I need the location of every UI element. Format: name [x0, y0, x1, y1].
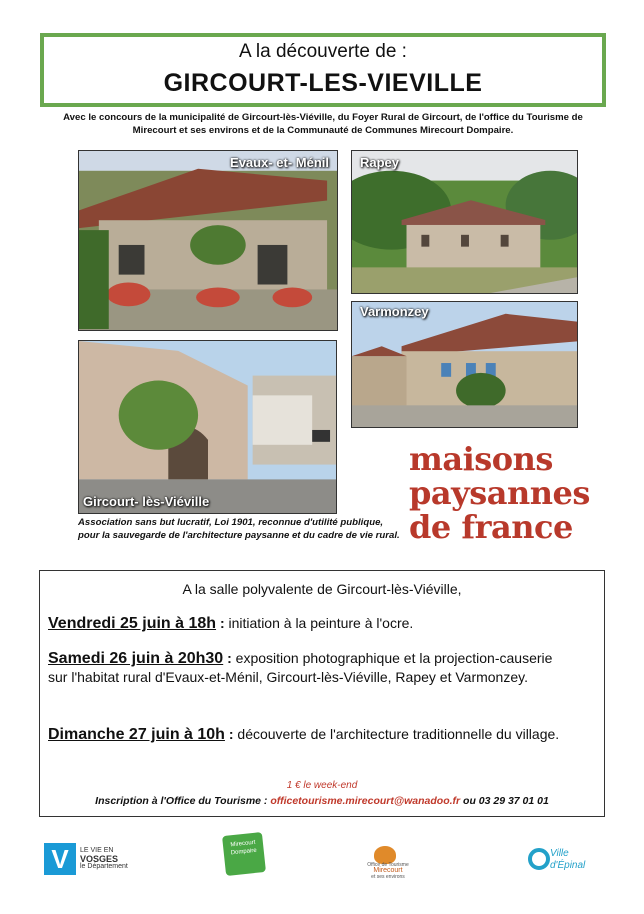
logo-line-1: maisons [409, 440, 553, 478]
logo-line-3: de france [409, 508, 573, 546]
event-day: Samedi 26 juin à 20h30 [48, 650, 224, 667]
inscription-prefix: Inscription à l'Office du Tourisme : [95, 795, 271, 807]
photo-rapey [351, 150, 578, 294]
vosges-line-3: le Département [80, 863, 128, 870]
venue-text: A la salle polyvalente de Gircourt-lès-Viéville, [182, 581, 462, 597]
photo-varmonzey [351, 301, 578, 428]
event-sep: : [224, 726, 238, 742]
association-line-1: Association sans but lucratif, Loi 1901, reconnue d'utilité publique, [78, 517, 384, 528]
photo-label-rapey: Rapey [360, 155, 400, 170]
ot-line-3: et ses environs [371, 874, 405, 880]
event-text: exposition photographique et la projection-causerie sur l'habitat rural d'Evaux-et-Ménil, Gircourt-lès-Viéville, Rapey et Varmonzey. [48, 650, 553, 685]
event-text: découverte de l'architecture traditionnelle du village. [237, 726, 560, 742]
event-text: initiation à la peinture à l'ocre. [228, 615, 414, 631]
title-box [40, 33, 606, 107]
inscription-text [40, 795, 604, 807]
ot-line-1: Office de Tourisme [367, 862, 409, 868]
title-intro: A la découverte de : [239, 41, 407, 62]
maisons-paysannes-logo [409, 442, 609, 544]
event-sep: : [216, 615, 229, 631]
price-text: 1 € le week-end [286, 780, 358, 791]
association-line-2: pour la sauvegarde de l'architecture paysanne et du cadre de vie rural. [78, 530, 400, 541]
association-text [78, 516, 418, 542]
epinal-logo [528, 846, 600, 882]
event-day: Dimanche 27 juin à 10h [48, 726, 225, 743]
vosges-line-1: LE VIE EN [80, 847, 114, 854]
photo-label-evaux: Evaux- et- Ménil [230, 155, 329, 170]
photo-evaux [78, 150, 338, 331]
epinal-line-1: Ville [550, 848, 569, 859]
event-sep: : [223, 650, 236, 666]
logo-line-2: paysannes [409, 474, 590, 512]
email-link[interactable]: officetourisme.mirecourt@wanadoo.fr [270, 795, 461, 807]
ccmd-logo [222, 832, 266, 876]
inscription-phone: ou 03 29 37 01 01 [460, 795, 549, 807]
photo-label-gircourt: Gircourt- lès-Viéville [83, 494, 210, 509]
e-icon [528, 848, 550, 870]
vosges-line-2: VOSGES [80, 854, 119, 864]
event-day: Vendredi 25 juin à 18h [48, 615, 217, 632]
photo-gircourt [78, 340, 337, 514]
photo-label-varmonzey: Varmonzey [360, 304, 429, 319]
event-item [48, 649, 568, 687]
vosges-logo [44, 841, 134, 877]
ot-line-2: Mirecourt [373, 867, 403, 874]
ccmd-text: Mirecourt Dompaire [230, 839, 258, 857]
event-item [48, 614, 568, 633]
office-tourisme-logo [356, 846, 420, 882]
page-title: GIRCOURT-LES-VIEVILLE [163, 69, 483, 97]
epinal-line-2: d'Épinal [550, 860, 586, 871]
sponsors-text: Avec le concours de la municipalité de Gircourt-lès-Viéville, du Foyer Rural de Gircourt, de l'office du Tourisme de Mirecourt et ses environs et de la Communauté de Communes Mirecourt Dompaire. [63, 112, 583, 136]
event-item [48, 725, 568, 744]
event-box [39, 570, 605, 817]
v-icon: V [44, 843, 76, 875]
